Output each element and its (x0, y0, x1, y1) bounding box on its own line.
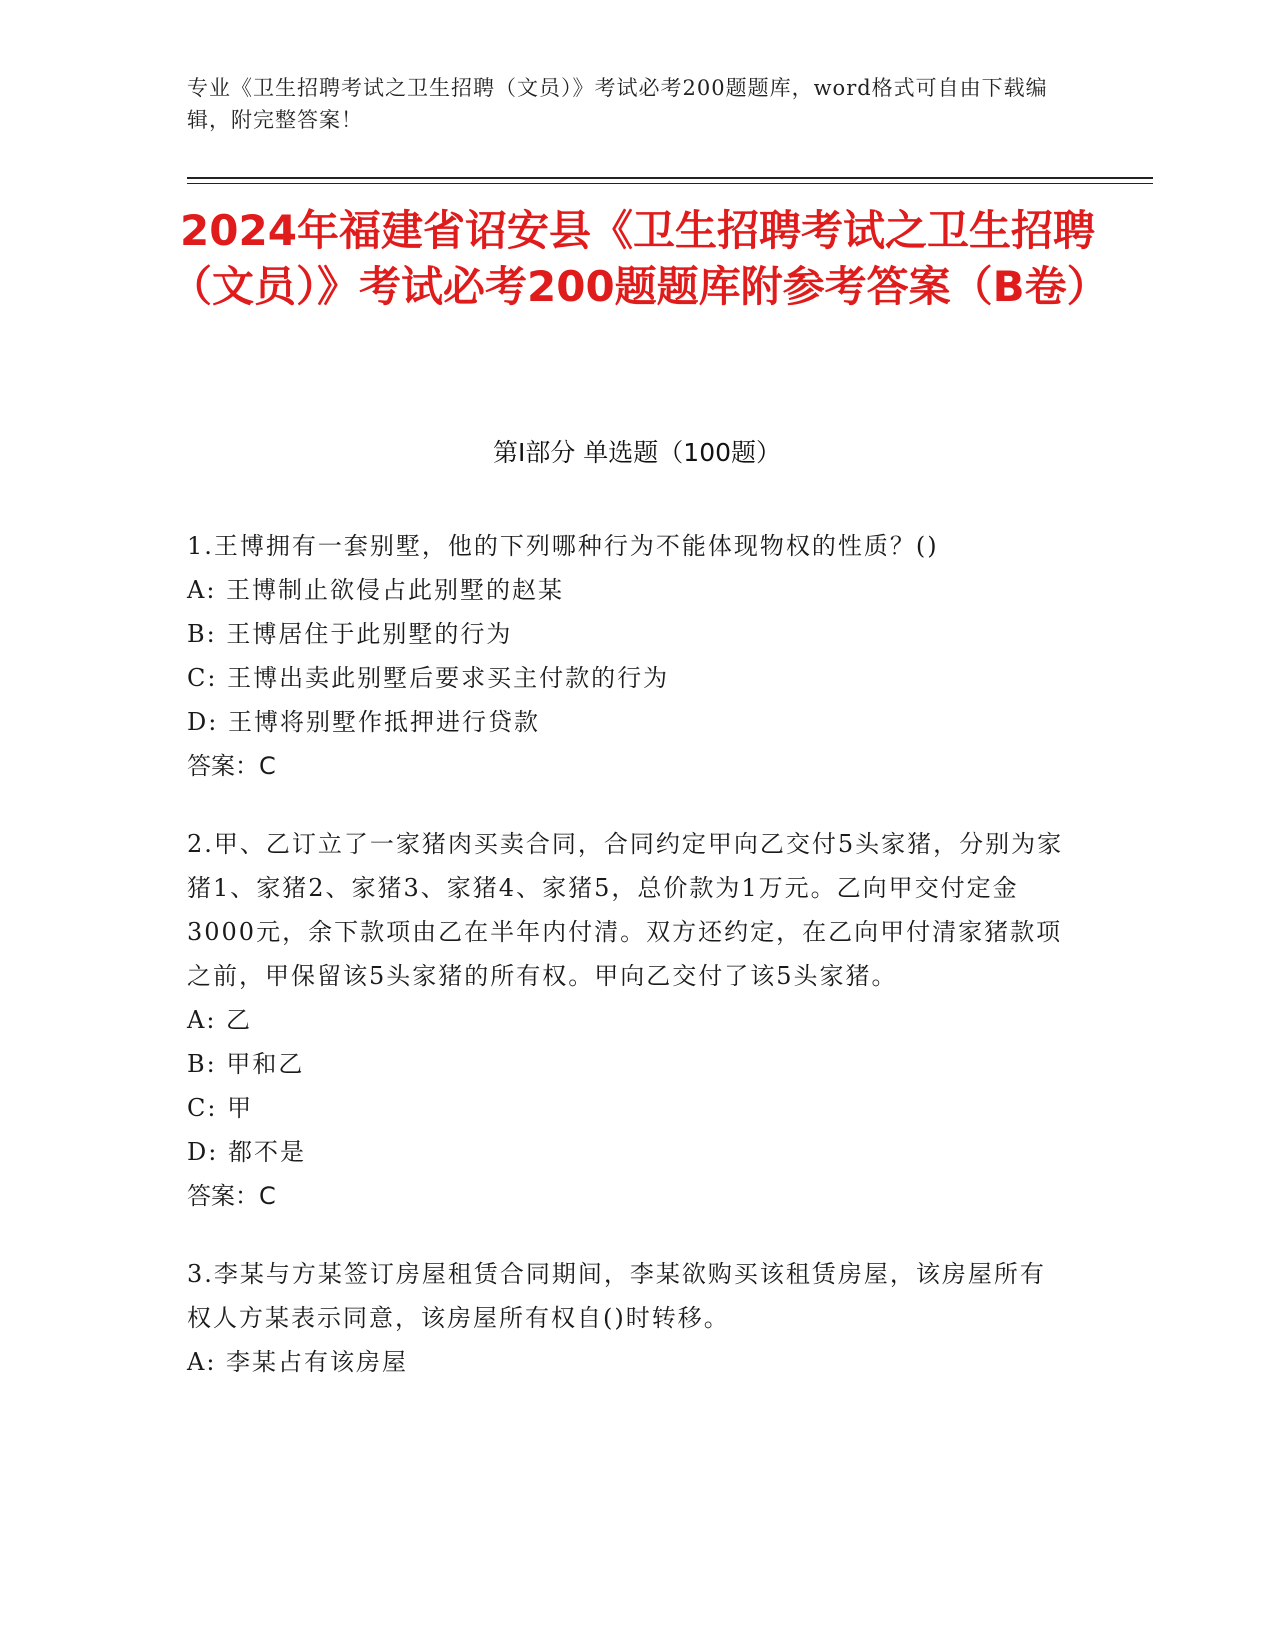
option-c: C: 王博出卖此别墅后要求买主付款的行为 (187, 664, 670, 692)
document-title: 2024年福建省诏安县《卫生招聘考试之卫生招聘（文员）》考试必考200题题库附参考答案（B卷） (170, 206, 1109, 311)
option-b: B: 甲和乙 (187, 1050, 305, 1078)
question-3 (187, 1252, 1067, 1384)
option-a: A: 王博制止欲侵占此别墅的赵某 (187, 576, 565, 604)
header-divider-thick (187, 177, 1153, 179)
option-a: A: 乙 (187, 1006, 253, 1034)
question-2 (187, 822, 1067, 1218)
section-title: 第Ⅰ部分 单选题（100题） (492, 438, 782, 467)
question-1 (187, 524, 1067, 788)
answer-line: 答案：C (187, 1182, 276, 1210)
option-a: A: 李某占有该房屋 (187, 1348, 409, 1376)
question-stem: 1.王博拥有一套别墅，他的下列哪种行为不能体现物权的性质？() (187, 532, 939, 560)
header-note: 专业《卫生招聘考试之卫生招聘（文员）》考试必考200题题库，word格式可自由下载编辑，附完整答案！ (187, 76, 1048, 132)
header-divider-thin (187, 183, 1153, 184)
answer-line: 答案：C (187, 752, 276, 780)
option-b: B: 王博居住于此别墅的行为 (187, 620, 513, 648)
question-list (187, 524, 1067, 1418)
option-d: D: 都不是 (187, 1138, 306, 1166)
question-stem: 3.李某与方某签订房屋租赁合同期间，李某欲购买该租赁房屋，该房屋所有权人方某表示同意，该房屋所有权自()时转移。 (187, 1260, 1046, 1332)
option-d: D: 王博将别墅作抵押进行贷款 (187, 708, 540, 736)
question-stem: 2.甲、乙订立了一家猪肉买卖合同，合同约定甲向乙交付5头家猪，分别为家猪1、家猪2、家猪3、家猪4、家猪5，总价款为1万元。乙向甲交付定金3000元，余下款项由乙在半年内付清。双方还约定，在乙向甲付清家猪款项之前，甲保留该5头家猪的所有权。甲向乙交付了该5头家猪。 (187, 830, 1064, 990)
option-c: C: 甲 (187, 1094, 254, 1122)
